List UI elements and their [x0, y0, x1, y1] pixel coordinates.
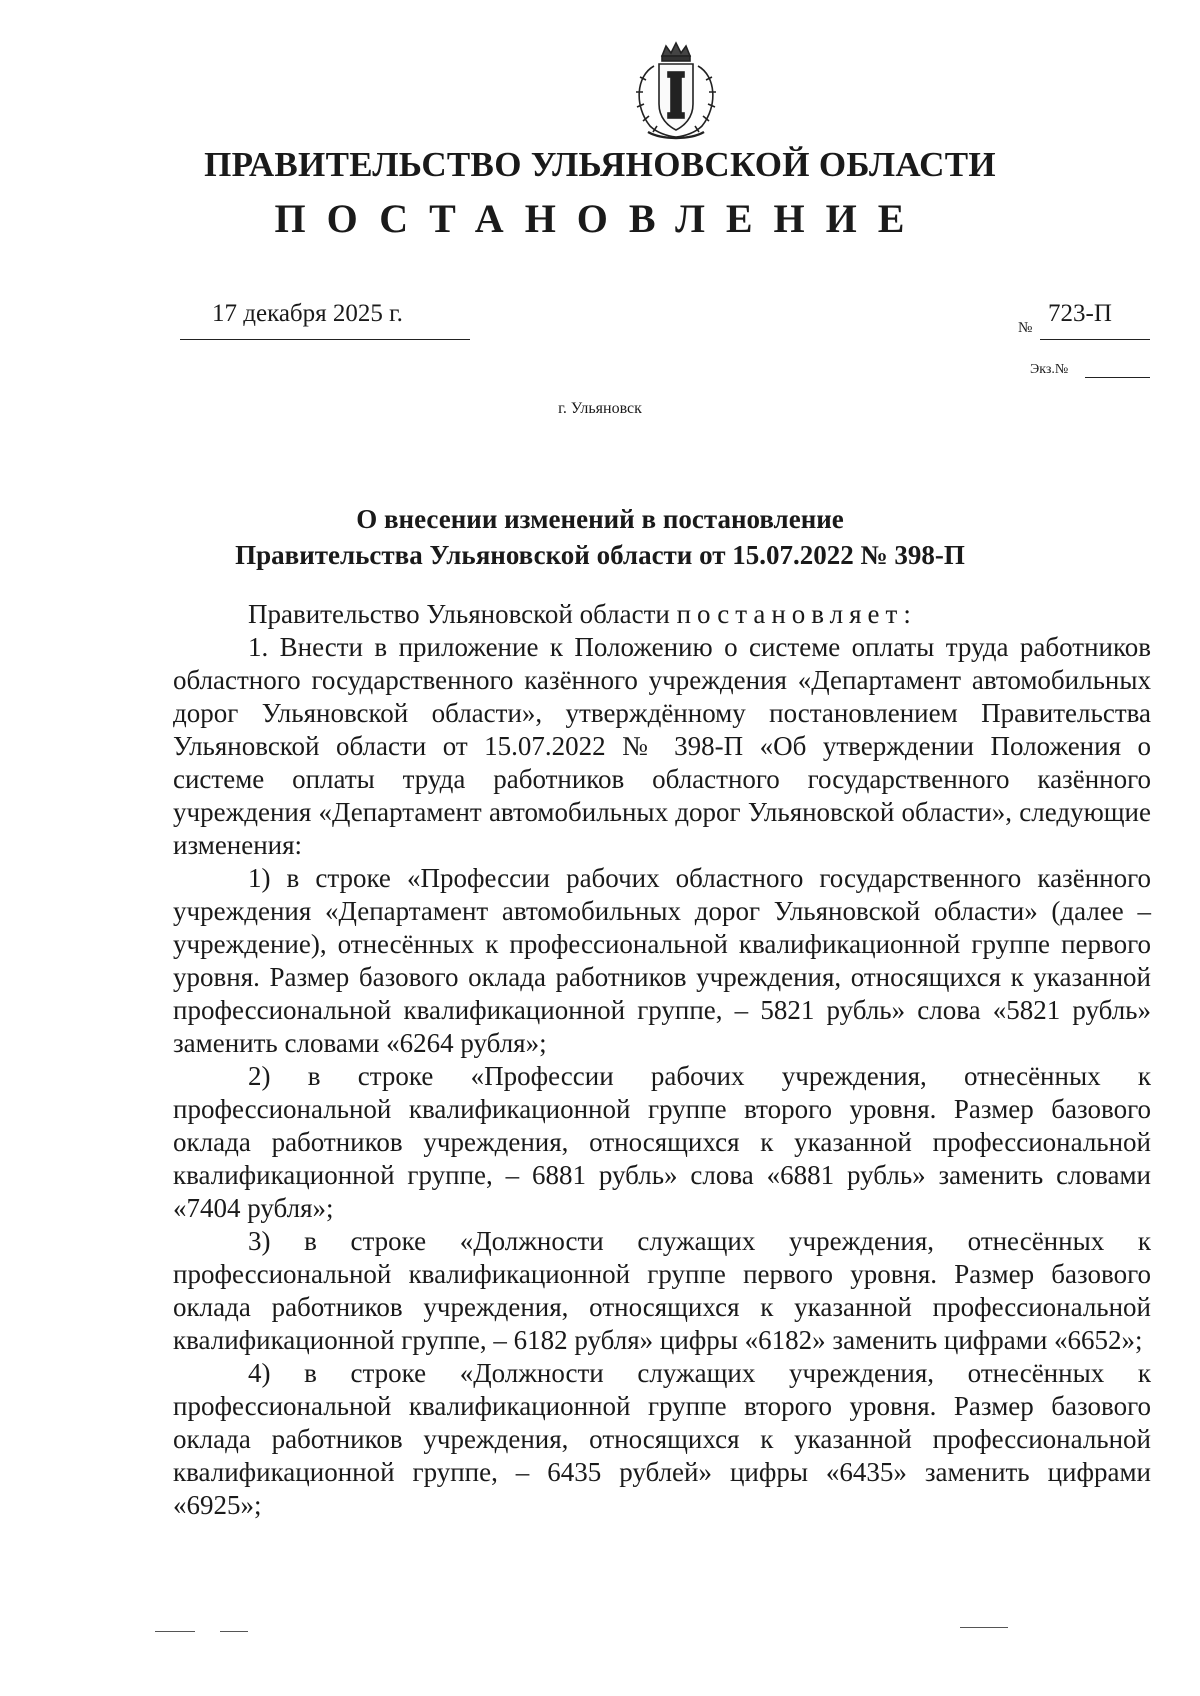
- heading-line-2: Правительства Ульяновской области от 15.07.2022 № 398-П: [235, 540, 965, 570]
- city-name: г. Ульяновск: [558, 400, 642, 417]
- scan-artifact-left: [155, 1631, 195, 1632]
- paragraph-subitem-2: 2) в строке «Профессии рабочих учреждения, отнесённых к профессиональной квалификационной группе второго уровня. Размер базового оклада работников учреждения, относящихся к указанной профессиональной квалификационной группе, – 6881 рубль» слова «6881 рубль» заменить словами «7404 рубля»;: [173, 1061, 1151, 1223]
- number-label: №: [1018, 320, 1033, 336]
- number-underline: [1040, 339, 1150, 340]
- copy-number-underline: [1085, 377, 1150, 378]
- document-date: 17 декабря 2025 г.: [212, 300, 403, 327]
- preamble-text: Правительство Ульяновской области: [248, 599, 670, 629]
- coat-of-arms-emblem: [624, 40, 728, 144]
- date-underline: [180, 339, 470, 340]
- document-type-title: ПОСТАНОВЛЕНИЕ: [274, 196, 926, 241]
- paragraph-subitem-1: 1) в строке «Профессии рабочих областного государственного казённого учреждения «Департамент автомобильных дорог Ульяновской области» (далее – учреждение), отнесённых к профессиональной квалификационной группе первого уровня. Размер базового оклада работников учреждения, относящихся к указанной профессиональной квалификационной группе, – 5821 рубль» слова «5821 рубль» заменить словами «6264 рубля»;: [173, 863, 1151, 1058]
- paragraph-subitem-4: 4) в строке «Должности служащих учреждения, отнесённых к профессиональной квалификационной группе второго уровня. Размер базового оклада работников учреждения, относящихся к указанной профессиональной квалификационной группе, – 6435 рублей» цифры «6435» заменить цифрами «6925»;: [173, 1358, 1151, 1520]
- heading-line-1: О внесении изменений в постановление: [356, 504, 844, 534]
- document-body: [173, 598, 1151, 1522]
- preamble: [173, 598, 1151, 631]
- preamble-verb: постановляет:: [676, 599, 917, 629]
- copy-number-label: Экз.№: [1030, 362, 1069, 377]
- scan-artifact-left-2: [220, 1631, 248, 1632]
- document-number: 723-П: [1048, 300, 1112, 327]
- paragraph-subitem-3: 3) в строке «Должности служащих учреждения, отнесённых к профессиональной квалификационной группе первого уровня. Размер базового оклада работников учреждения, относящихся к указанной профессиональной квалификационной группе, – 6182 рубля» цифры «6182» заменить цифрами «6652»;: [173, 1226, 1151, 1355]
- organization-title: ПРАВИТЕЛЬСТВО УЛЬЯНОВСКОЙ ОБЛАСТИ: [204, 145, 996, 184]
- paragraph-item-1: 1. Внести в приложение к Положению о системе оплаты труда работников областного государственного казённого учреждения «Департамент автомобильных дорог Ульяновской области», утверждённому постановлением Правительства Ульяновской области от 15.07.2022 № 398-П «Об утверждении Положения о системе оплаты труда работников областного государственного казённого учреждения «Департамент автомобильных дорог Ульяновской области», следующие изменения:: [173, 632, 1151, 860]
- document-heading: [0, 501, 1200, 573]
- scan-artifact-right: [960, 1627, 1008, 1628]
